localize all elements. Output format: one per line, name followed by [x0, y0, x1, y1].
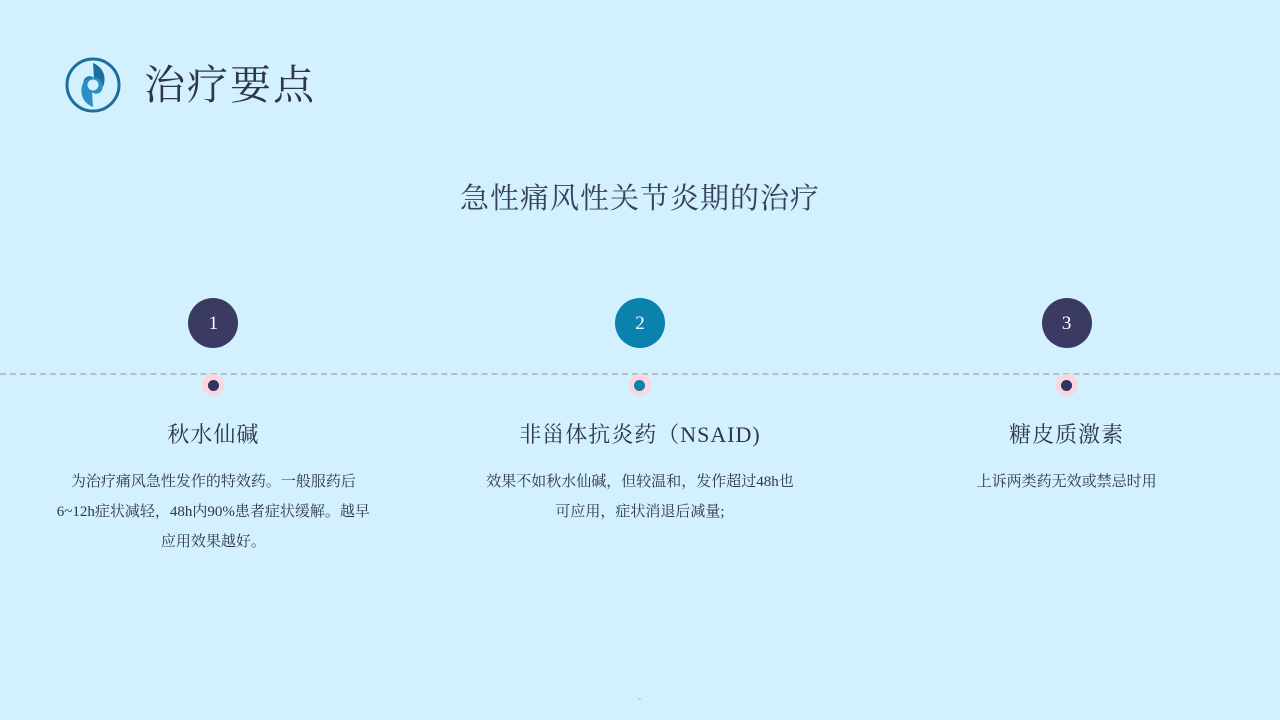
timeline-item[interactable]	[853, 298, 1280, 557]
timeline-item-description: 上诉两类药无效或禁忌时用	[976, 474, 1157, 490]
timeline-item-description: 效果不如秋水仙碱，但较温和，发作超过48h也可应用，症状消退后减量;	[486, 474, 794, 520]
slide-footer: -	[637, 691, 643, 705]
timeline-step-number: 1	[208, 312, 219, 334]
timeline-node-marker	[629, 374, 651, 396]
timeline-item-label: 非甾体抗炎药（NSAID)	[519, 422, 761, 447]
timeline-step-number: 3	[1061, 312, 1072, 334]
timeline	[0, 298, 1280, 557]
timeline-item[interactable]	[427, 298, 854, 557]
timeline-step-badge	[188, 298, 238, 348]
timeline-item-description: 为治疗痛风急性发作的特效药。一般服药后6~12h症状减轻，48h内90%患者症状缓解。越早应用效果越好。	[56, 474, 370, 550]
section-heading: 急性痛风性关节炎期的治疗	[459, 183, 820, 215]
timeline-node-marker	[202, 374, 224, 396]
page-title: 治疗要点	[144, 61, 316, 108]
timeline-item-label: 秋水仙碱	[167, 422, 260, 447]
timeline-node-marker	[1056, 374, 1078, 396]
timeline-step-badge	[1042, 298, 1092, 348]
timeline-step-badge	[615, 298, 665, 348]
timeline-item-label: 糖皮质激素	[1009, 422, 1125, 447]
timeline-step-number: 2	[635, 312, 645, 334]
timeline-node-dot	[634, 380, 645, 391]
slide-header	[64, 56, 316, 114]
timeline-item[interactable]	[0, 298, 427, 557]
timeline-node-dot	[208, 380, 219, 391]
medical-emblem-icon	[64, 56, 122, 114]
timeline-node-dot	[1061, 380, 1072, 391]
